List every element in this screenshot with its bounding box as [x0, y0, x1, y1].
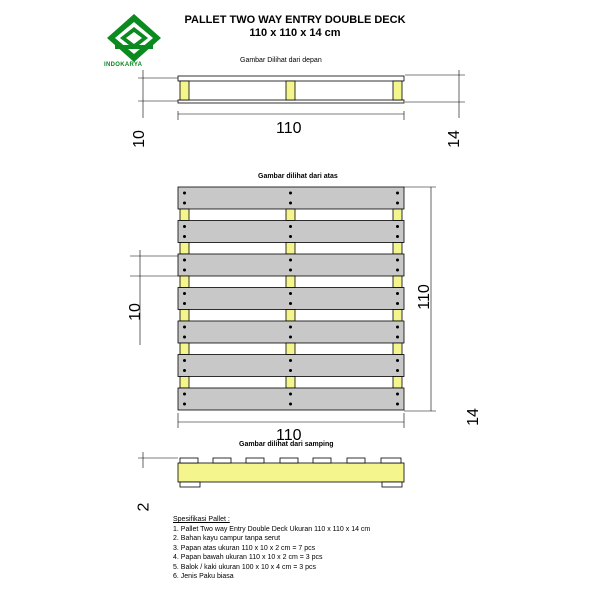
spec-list	[173, 515, 370, 582]
spec-item: 1. Pallet Two way Entry Double Deck Ukuran 110 x 110 x 14 cm	[173, 525, 371, 533]
brand-name: INDOKARYA	[104, 62, 143, 68]
top-board-width-label: 10	[126, 303, 144, 321]
spec-heading: Spesifikasi Pallet :	[173, 516, 230, 523]
top-width-label: 110	[276, 427, 302, 444]
side-view-caption: Gambar dilihat dari samping	[239, 441, 334, 448]
side-thickness-label: 2	[135, 502, 153, 512]
spec-item: 4. Papan bawah ukuran 110 x 10 x 2 cm = 3 pcs	[173, 554, 323, 561]
drawing-title: PALLET TWO WAY ENTRY DOUBLE DECK	[184, 14, 406, 26]
front-view-caption: Gambar Dilihat dari depan	[240, 57, 322, 64]
spec-item: 6. Jenis Paku biasa	[173, 573, 234, 580]
drawing-subtitle: 110 x 110 x 14 cm	[249, 27, 341, 39]
top-depth-label: 14	[464, 408, 482, 426]
front-depth-label: 14	[445, 130, 463, 148]
top-view-caption: Gambar dilihat dari atas	[258, 173, 338, 180]
spec-item: 2. Bahan kayu campur tanpa serut	[173, 535, 281, 542]
spec-item: 3. Papan atas ukuran 110 x 10 x 2 cm = 7 pcs	[173, 544, 316, 552]
front-height-label: 10	[130, 130, 148, 148]
top-height-label: 110	[415, 284, 433, 310]
spec-item: 5. Balok / kaki ukuran 100 x 10 x 4 cm = 3 pcs	[173, 563, 316, 571]
front-width-label: 110	[276, 120, 302, 137]
